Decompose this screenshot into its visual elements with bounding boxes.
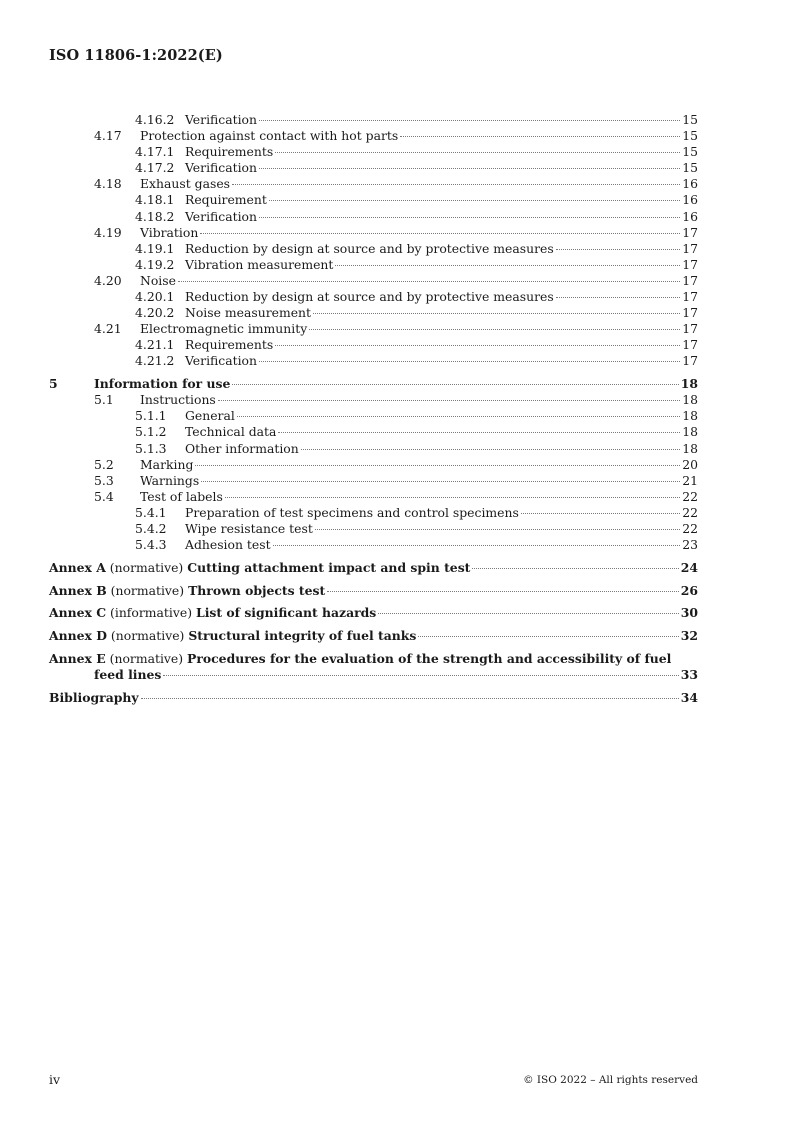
dot-leader [378, 613, 678, 614]
page-number: 20 [682, 456, 698, 472]
document-id-header: ISO 11806-1:2022(E) [49, 47, 223, 64]
section-title: Warnings [140, 472, 200, 488]
dot-leader [232, 384, 678, 385]
toc-annex[interactable] [49, 583, 698, 599]
dot-leader [275, 345, 680, 346]
dot-leader [232, 184, 680, 185]
section-title: Verification [185, 160, 258, 176]
section-title: Requirements [185, 337, 274, 353]
entry-leader-line [185, 257, 698, 273]
section-number: 5.3 [94, 472, 114, 488]
page-number: 16 [682, 208, 698, 224]
entry-leader-line [185, 424, 698, 440]
toc-entry[interactable] [49, 321, 698, 337]
section-number: 4.19 [94, 224, 122, 240]
section-title: Other information [185, 440, 299, 456]
annex-label: Annex D [49, 628, 107, 644]
toc-entry[interactable] [49, 160, 698, 176]
toc-entry[interactable] [49, 408, 698, 424]
page-number: 17 [682, 256, 698, 272]
section-number: 4.20.1 [135, 289, 175, 305]
toc-entry[interactable] [49, 144, 698, 160]
section-number: 5 [49, 376, 58, 392]
page-number: 17 [682, 224, 698, 240]
section-number: 4.18.1 [135, 192, 175, 208]
dot-leader [556, 249, 681, 250]
entry-leader-line [140, 273, 698, 289]
annex-leader-line [49, 560, 698, 576]
dot-leader [335, 265, 680, 266]
toc-entry[interactable] [49, 505, 698, 521]
page-number: 16 [682, 176, 698, 192]
page-number: 17 [682, 305, 698, 321]
page-number: 18 [682, 440, 698, 456]
page-number: 22 [682, 521, 698, 537]
entry-leader-line [140, 176, 698, 192]
toc-entry[interactable] [49, 176, 698, 192]
entry-leader-line [140, 225, 698, 241]
section-title: Vibration measurement [185, 256, 334, 272]
dot-leader [178, 281, 680, 282]
dot-leader [309, 329, 680, 330]
section-number: 4.18.2 [135, 208, 175, 224]
annex-heading [49, 605, 377, 621]
entry-leader-line [140, 473, 698, 489]
section-title: Requirement [185, 192, 267, 208]
section-number: 4.21.1 [135, 337, 175, 353]
dot-leader [218, 400, 680, 401]
page-number: 17 [682, 321, 698, 337]
dot-leader [269, 200, 680, 201]
section-title: Exhaust gases [140, 176, 231, 192]
page-number: 16 [682, 192, 698, 208]
section-title: Test of labels [140, 488, 223, 504]
toc-entry[interactable] [49, 128, 698, 144]
entry-leader-line [140, 489, 698, 505]
annex-heading [49, 560, 471, 576]
toc-annex[interactable] [49, 605, 698, 621]
dot-leader [259, 120, 680, 121]
annex-label: Annex B [49, 582, 107, 598]
section-title: Verification [185, 353, 258, 369]
page-number: 15 [682, 128, 698, 144]
toc-bibliography[interactable] [49, 690, 698, 706]
section-number: 5.4 [94, 488, 114, 504]
page-number: 24 [680, 559, 698, 575]
toc-annex[interactable] [49, 560, 698, 576]
dot-leader [201, 481, 680, 482]
annex-e-first-line [49, 651, 671, 667]
footer-page-number: iv [49, 1072, 61, 1087]
toc-entry[interactable] [49, 337, 698, 353]
toc-entry[interactable] [49, 257, 698, 273]
page-number: 15 [682, 160, 698, 176]
page-number: 17 [682, 240, 698, 256]
annex-leader-line [49, 583, 698, 599]
toc-entry[interactable] [49, 305, 698, 321]
entry-leader-line [185, 160, 698, 176]
page-number: 18 [682, 408, 698, 424]
dot-leader [400, 136, 680, 137]
toc-entry[interactable] [49, 424, 698, 440]
entry-leader-line [185, 441, 698, 457]
entry-leader-line [140, 392, 698, 408]
page-number: 30 [680, 605, 698, 621]
page-number: 26 [680, 582, 698, 598]
page-number: 15 [682, 112, 698, 127]
section-number: 5.1.2 [135, 424, 167, 440]
page-number: 33 [680, 667, 698, 683]
annex-title: Thrown objects test [188, 582, 326, 598]
toc-entries [49, 112, 698, 553]
section-title: Verification [185, 208, 258, 224]
toc-entry[interactable] [49, 489, 698, 505]
page-number: 17 [682, 289, 698, 305]
toc-entry[interactable] [49, 112, 698, 128]
entry-leader-line [185, 521, 698, 537]
annex-heading [49, 583, 326, 599]
page-number: 22 [682, 488, 698, 504]
section-title: Noise measurement [185, 305, 311, 321]
annex-leader-line [49, 628, 698, 644]
dot-leader [259, 361, 680, 362]
dot-leader [472, 568, 678, 569]
annex-leader-line [49, 605, 698, 621]
toc-entry[interactable] [49, 192, 698, 208]
annex-title-line1: Procedures for the evaluation of the strength and accessibility of fuel [187, 651, 672, 667]
entry-leader-line [140, 457, 698, 473]
toc-entry[interactable] [49, 473, 698, 489]
annex-type: (normative) [109, 559, 184, 575]
entry-leader-line [140, 128, 698, 144]
section-title: Technical data [185, 424, 277, 440]
footer-copyright: © ISO 2022 – All rights reserved [523, 1074, 698, 1086]
dot-leader [225, 497, 680, 498]
annex-label: Annex E [49, 651, 106, 667]
section-number: 4.16.2 [135, 112, 175, 127]
entry-leader-line [185, 505, 698, 521]
entry-leader-line [185, 337, 698, 353]
section-number: 4.19.1 [135, 240, 175, 256]
toc-entry[interactable] [49, 273, 698, 289]
page-number: 32 [680, 628, 698, 644]
bibliography-line [49, 690, 698, 706]
section-title: Reduction by design at source and by protective measures [185, 240, 554, 256]
annex-title: Cutting attachment impact and spin test [187, 559, 471, 575]
section-title: Instructions [140, 392, 216, 408]
annex-heading [49, 628, 417, 644]
dot-leader [521, 513, 680, 514]
entry-leader-line [185, 537, 698, 553]
annex-type: (normative) [110, 628, 185, 644]
table-of-contents [49, 112, 698, 706]
dot-leader [301, 449, 680, 450]
section-title: Protection against contact with hot parts [140, 128, 399, 144]
section-number: 5.1.3 [135, 440, 167, 456]
entry-leader-line [185, 289, 698, 305]
toc-annex[interactable] [49, 628, 698, 644]
entry-leader-line [185, 144, 698, 160]
annex-e-second-line [94, 667, 698, 683]
section-title: Vibration [140, 224, 199, 240]
section-title: Preparation of test specimens and control specimens [185, 504, 519, 520]
section-number: 4.17.1 [135, 144, 175, 160]
section-number: 4.19.2 [135, 256, 175, 272]
entry-leader-line [185, 241, 698, 257]
dot-leader [315, 529, 680, 530]
section-title: Marking [140, 456, 194, 472]
toc-entry[interactable] [49, 392, 698, 408]
section-number: 5.1 [94, 392, 114, 408]
section-title: Information for use [94, 376, 231, 392]
dot-leader [200, 233, 680, 234]
annex-title-line2: feed lines [94, 667, 162, 683]
entry-leader-line [185, 353, 698, 369]
toc-entry[interactable] [49, 353, 698, 369]
section-title: General [185, 408, 235, 424]
toc-entry[interactable] [49, 537, 698, 553]
dot-leader [418, 636, 678, 637]
dot-leader [259, 217, 680, 218]
toc-annexes [49, 560, 698, 644]
toc-annex-e[interactable] [49, 651, 698, 683]
dot-leader [273, 545, 681, 546]
page-number: 18 [682, 424, 698, 440]
toc-entry[interactable] [49, 209, 698, 225]
page-number: 21 [682, 472, 698, 488]
entry-leader-line [94, 376, 698, 392]
annex-label: Annex C [49, 605, 107, 621]
entry-leader-line [185, 112, 698, 128]
entry-leader-line [140, 321, 698, 337]
page-number: 18 [682, 392, 698, 408]
section-number: 4.21.2 [135, 353, 175, 369]
page-number: 17 [682, 337, 698, 353]
section-title: Requirements [185, 144, 274, 160]
section-title: Adhesion test [185, 537, 271, 553]
section-number: 5.4.2 [135, 521, 167, 537]
annex-label: Annex A [49, 559, 106, 575]
page-number: 17 [682, 353, 698, 369]
toc-entry[interactable] [49, 457, 698, 473]
entry-leader-line [185, 192, 698, 208]
section-number: 5.4.3 [135, 537, 167, 553]
section-number: 4.18 [94, 176, 122, 192]
dot-leader [313, 313, 680, 314]
page-number: 15 [682, 144, 698, 160]
toc-entry[interactable] [49, 521, 698, 537]
page-number: 18 [680, 376, 698, 392]
bibliography-title: Bibliography [49, 689, 139, 705]
entry-leader-line [185, 209, 698, 225]
dot-leader [237, 416, 680, 417]
dot-leader [163, 675, 678, 676]
dot-leader [556, 297, 681, 298]
entry-leader-line [185, 408, 698, 424]
annex-type: (informative) [110, 605, 193, 621]
section-number: 4.20.2 [135, 305, 175, 321]
entry-leader-line [185, 305, 698, 321]
toc-entry[interactable] [49, 441, 698, 457]
section-title: Wipe resistance test [185, 521, 313, 537]
section-title: Verification [185, 112, 258, 127]
section-number: 5.1.1 [135, 408, 167, 424]
dot-leader [275, 152, 680, 153]
annex-title: List of significant hazards [195, 605, 377, 621]
annex-type: (normative) [109, 651, 184, 667]
toc-entry[interactable] [49, 225, 698, 241]
page-number: 34 [680, 689, 698, 705]
dot-leader [259, 168, 680, 169]
section-title: Electromagnetic immunity [140, 321, 308, 337]
section-number: 4.20 [94, 272, 122, 288]
dot-leader [327, 591, 679, 592]
toc-entry[interactable] [49, 289, 698, 305]
section-number: 4.17 [94, 128, 122, 144]
section-number: 4.21 [94, 321, 122, 337]
section-number: 5.4.1 [135, 504, 167, 520]
dot-leader [141, 698, 679, 699]
page-number: 23 [682, 537, 698, 553]
toc-entry[interactable] [49, 376, 698, 392]
dot-leader [195, 465, 680, 466]
section-title: Noise [140, 272, 176, 288]
toc-entry[interactable] [49, 241, 698, 257]
dot-leader [278, 432, 680, 433]
page-number: 22 [682, 504, 698, 520]
section-title: Reduction by design at source and by protective measures [185, 289, 554, 305]
section-number: 5.2 [94, 456, 114, 472]
section-number: 4.17.2 [135, 160, 175, 176]
annex-type: (normative) [110, 582, 185, 598]
page-number: 17 [682, 272, 698, 288]
annex-title: Structural integrity of fuel tanks [188, 628, 417, 644]
